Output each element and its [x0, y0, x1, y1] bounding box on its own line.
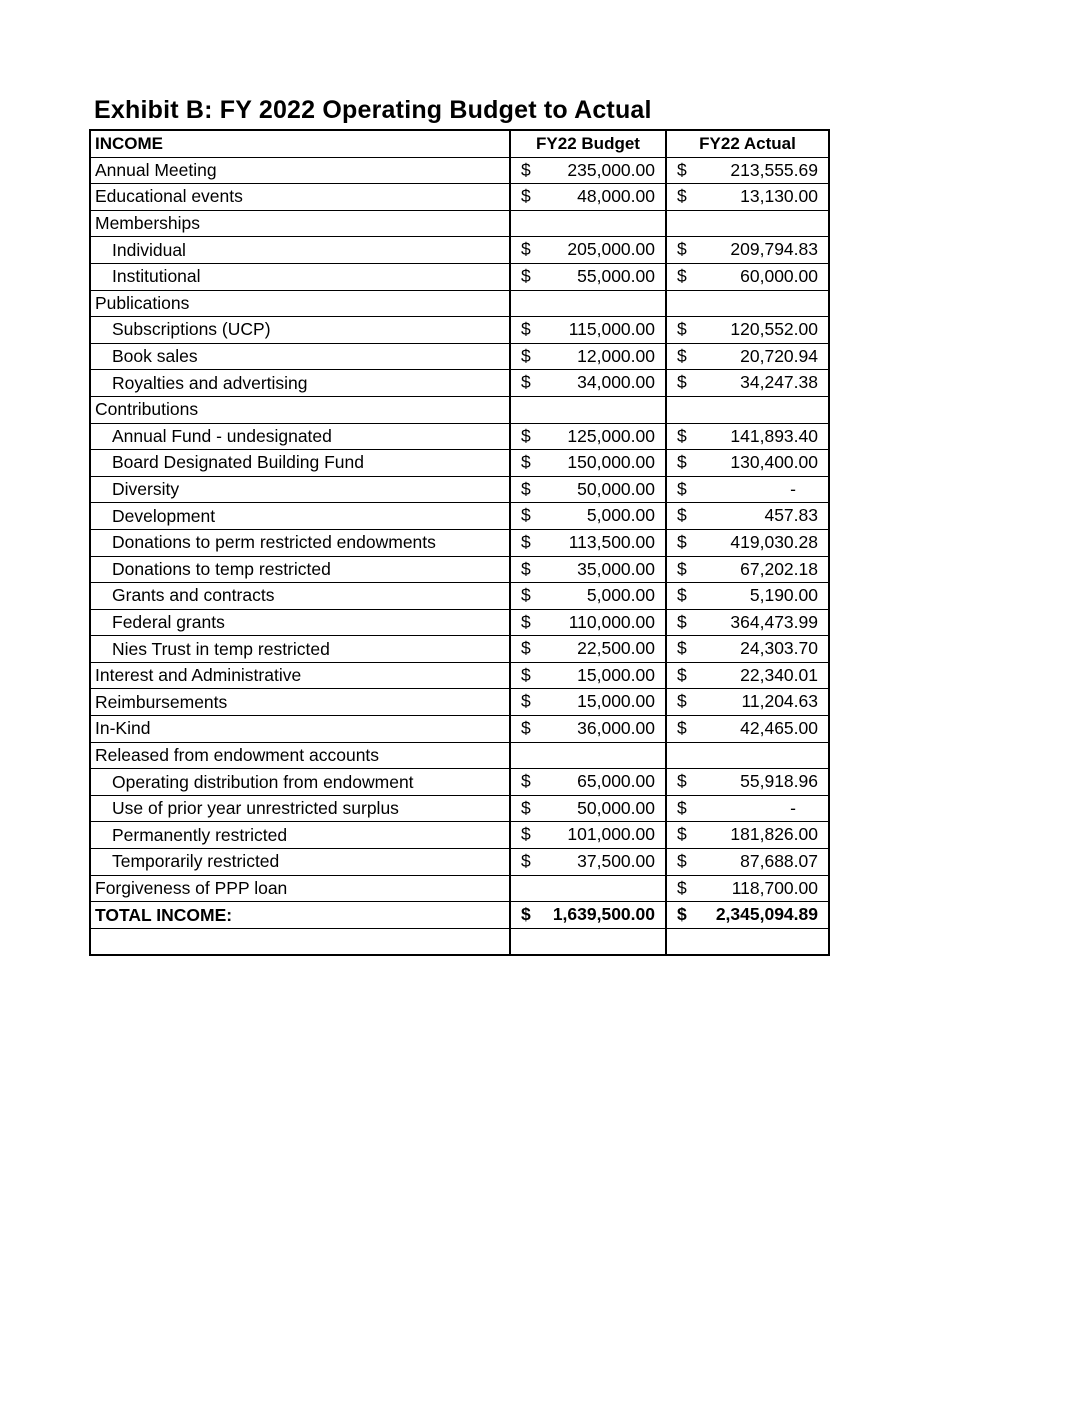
table-row — [90, 503, 829, 530]
amount-value: 235,000.00 — [567, 159, 655, 180]
table-row — [90, 716, 829, 743]
budget-cell — [510, 716, 666, 743]
budget-cell — [510, 742, 666, 769]
budget-cell — [510, 290, 666, 317]
row-label: Book sales — [90, 343, 510, 370]
row-label: Federal grants — [90, 609, 510, 636]
amount-value: 113,500.00 — [568, 531, 655, 552]
amount-value: 22,340.01 — [740, 664, 818, 685]
currency-symbol: $ — [521, 372, 531, 393]
currency-symbol: $ — [521, 771, 531, 792]
budget-cell — [510, 157, 666, 184]
actual-cell — [666, 450, 829, 477]
actual-cell — [666, 769, 829, 796]
total-actual-cell — [666, 902, 829, 929]
table-row — [90, 370, 829, 397]
actual-cell — [666, 503, 829, 530]
currency-symbol: $ — [677, 558, 687, 579]
budget-cell — [510, 263, 666, 290]
table-row — [90, 769, 829, 796]
amount-value: 120,552.00 — [730, 319, 818, 340]
currency-symbol: $ — [677, 319, 687, 340]
amount-value: 34,247.38 — [740, 372, 818, 393]
currency-symbol: $ — [521, 638, 531, 659]
amount-value: 65,000.00 — [577, 771, 655, 792]
amount-value: 213,555.69 — [730, 159, 818, 180]
table-row — [90, 263, 829, 290]
row-label: Operating distribution from endowment — [90, 769, 510, 796]
currency-symbol: $ — [677, 478, 687, 499]
budget-cell — [510, 210, 666, 237]
actual-cell — [666, 795, 829, 822]
currency-symbol: $ — [521, 585, 531, 606]
actual-cell — [666, 370, 829, 397]
row-label: Released from endowment accounts — [90, 742, 510, 769]
actual-cell — [666, 263, 829, 290]
row-label: Annual Fund - undesignated — [90, 423, 510, 450]
currency-symbol: $ — [677, 531, 687, 552]
currency-symbol: $ — [677, 824, 687, 845]
table-row — [90, 476, 829, 503]
row-label: Individual — [90, 237, 510, 264]
currency-symbol: $ — [677, 452, 687, 473]
amount-value: 48,000.00 — [577, 186, 655, 207]
currency-symbol: $ — [521, 718, 531, 739]
currency-symbol: $ — [677, 239, 687, 260]
amount-value: 130,400.00 — [730, 452, 818, 473]
currency-symbol: $ — [521, 265, 531, 286]
currency-symbol: $ — [521, 345, 531, 366]
budget-cell — [510, 875, 666, 902]
budget-cell — [510, 237, 666, 264]
budget-column-header: FY22 Budget — [510, 130, 666, 157]
amount-value: 141,893.40 — [730, 425, 818, 446]
table-row — [90, 157, 829, 184]
currency-symbol: $ — [521, 319, 531, 340]
row-label: Interest and Administrative — [90, 662, 510, 689]
amount-value: 20,720.94 — [740, 345, 818, 366]
row-label: Subscriptions (UCP) — [90, 317, 510, 344]
amount-value: 22,500.00 — [577, 638, 655, 659]
table-row — [90, 450, 829, 477]
budget-cell — [510, 556, 666, 583]
amount-value: 15,000.00 — [577, 664, 655, 685]
table-row — [90, 423, 829, 450]
row-label: Reimbursements — [90, 689, 510, 716]
budget-cell — [510, 476, 666, 503]
row-label: Diversity — [90, 476, 510, 503]
currency-symbol: $ — [521, 478, 531, 499]
amount-value: 35,000.00 — [577, 558, 655, 579]
row-label: Royalties and advertising — [90, 370, 510, 397]
budget-cell — [510, 689, 666, 716]
table-row — [90, 529, 829, 556]
page-title: Exhibit B: FY 2022 Operating Budget to Actual — [94, 96, 652, 124]
currency-symbol: $ — [521, 611, 531, 632]
budget-cell — [510, 370, 666, 397]
amount-value: 37,500.00 — [577, 851, 655, 872]
table-row — [90, 184, 829, 211]
actual-cell — [666, 210, 829, 237]
amount-value: 60,000.00 — [740, 265, 818, 286]
table-row — [90, 662, 829, 689]
actual-cell — [666, 184, 829, 211]
currency-symbol: $ — [677, 877, 687, 898]
amount-value: 42,465.00 — [740, 718, 818, 739]
amount-value: 5,190.00 — [749, 585, 818, 606]
currency-symbol: $ — [677, 265, 687, 286]
currency-symbol: $ — [521, 851, 531, 872]
amount-value: 181,826.00 — [730, 824, 818, 845]
row-label: Forgiveness of PPP loan — [90, 875, 510, 902]
budget-cell — [510, 769, 666, 796]
amount-value: 101,000.00 — [567, 824, 655, 845]
actual-cell — [666, 556, 829, 583]
amount-value: 209,794.83 — [730, 239, 818, 260]
amount-value: 87,688.07 — [740, 851, 818, 872]
actual-cell — [666, 476, 829, 503]
table-row — [90, 290, 829, 317]
currency-symbol: $ — [677, 186, 687, 207]
amount-value: 118,700.00 — [731, 877, 818, 898]
currency-symbol: $ — [677, 425, 687, 446]
actual-cell — [666, 396, 829, 423]
actual-cell — [666, 290, 829, 317]
row-label: Memberships — [90, 210, 510, 237]
currency-symbol: $ — [521, 531, 531, 552]
actual-cell — [666, 689, 829, 716]
currency-symbol: $ — [677, 159, 687, 180]
amount-value: 110,000.00 — [568, 611, 655, 632]
actual-column-header: FY22 Actual — [666, 130, 829, 157]
currency-symbol: $ — [677, 505, 687, 526]
amount-value: 150,000.00 — [567, 452, 655, 473]
currency-symbol: $ — [521, 797, 531, 818]
currency-symbol: $ — [521, 452, 531, 473]
currency-symbol: $ — [677, 797, 687, 818]
amount-value: 125,000.00 — [567, 425, 655, 446]
actual-cell — [666, 583, 829, 610]
row-label: Board Designated Building Fund — [90, 450, 510, 477]
amount-value: 115,000.00 — [568, 319, 655, 340]
amount-value: 50,000.00 — [577, 797, 655, 818]
total-row — [90, 902, 829, 929]
row-label: Permanently restricted — [90, 822, 510, 849]
amount-value: 457.83 — [764, 505, 818, 526]
actual-cell — [666, 822, 829, 849]
budget-cell — [510, 184, 666, 211]
budget-cell — [510, 609, 666, 636]
actual-cell — [666, 662, 829, 689]
actual-cell — [666, 875, 829, 902]
budget-table — [89, 129, 830, 956]
empty-cell — [510, 928, 666, 955]
currency-symbol: $ — [521, 186, 531, 207]
row-label: Publications — [90, 290, 510, 317]
row-label: Temporarily restricted — [90, 849, 510, 876]
row-label: Institutional — [90, 263, 510, 290]
currency-symbol: $ — [677, 372, 687, 393]
income-column-header: INCOME — [90, 130, 510, 157]
budget-cell — [510, 343, 666, 370]
amount-value: 13,130.00 — [740, 186, 818, 207]
row-label: Donations to perm restricted endowments — [90, 529, 510, 556]
currency-symbol: $ — [521, 904, 531, 925]
actual-cell — [666, 157, 829, 184]
actual-cell — [666, 609, 829, 636]
currency-symbol: $ — [677, 691, 687, 712]
currency-symbol: $ — [521, 691, 531, 712]
table-row — [90, 636, 829, 663]
empty-row — [90, 928, 829, 955]
table-row — [90, 689, 829, 716]
actual-cell — [666, 742, 829, 769]
row-label: Grants and contracts — [90, 583, 510, 610]
table-row — [90, 343, 829, 370]
amount-value: 5,000.00 — [586, 585, 655, 606]
budget-cell — [510, 583, 666, 610]
total-label: TOTAL INCOME: — [90, 902, 510, 929]
table-row — [90, 556, 829, 583]
budget-cell — [510, 822, 666, 849]
table-row — [90, 210, 829, 237]
currency-symbol: $ — [677, 851, 687, 872]
actual-cell — [666, 237, 829, 264]
amount-value: 55,918.96 — [740, 771, 818, 792]
currency-symbol: $ — [677, 718, 687, 739]
amount-value: 55,000.00 — [577, 265, 655, 286]
currency-symbol: $ — [677, 664, 687, 685]
amount-value: 205,000.00 — [567, 239, 655, 260]
actual-cell — [666, 343, 829, 370]
table-row — [90, 742, 829, 769]
budget-cell — [510, 317, 666, 344]
budget-cell — [510, 503, 666, 530]
table-row — [90, 317, 829, 344]
amount-value: 419,030.28 — [730, 531, 818, 552]
currency-symbol: $ — [677, 345, 687, 366]
actual-cell — [666, 529, 829, 556]
amount-value: - — [790, 797, 796, 818]
table-row — [90, 609, 829, 636]
currency-symbol: $ — [677, 585, 687, 606]
amount-value: 36,000.00 — [577, 718, 655, 739]
budget-cell — [510, 662, 666, 689]
budget-cell — [510, 849, 666, 876]
amount-value: 67,202.18 — [740, 558, 818, 579]
table-row — [90, 795, 829, 822]
amount-value: 12,000.00 — [577, 345, 655, 366]
budget-cell — [510, 795, 666, 822]
actual-cell — [666, 423, 829, 450]
row-label: Donations to temp restricted — [90, 556, 510, 583]
table-row — [90, 849, 829, 876]
amount-value: 5,000.00 — [586, 505, 655, 526]
currency-symbol: $ — [521, 664, 531, 685]
actual-cell — [666, 849, 829, 876]
currency-symbol: $ — [677, 771, 687, 792]
budget-cell — [510, 636, 666, 663]
actual-cell — [666, 716, 829, 743]
amount-value: 364,473.99 — [730, 611, 818, 632]
currency-symbol: $ — [521, 239, 531, 260]
currency-symbol: $ — [677, 904, 687, 925]
currency-symbol: $ — [521, 558, 531, 579]
row-label: Educational events — [90, 184, 510, 211]
table-row — [90, 237, 829, 264]
amount-value: 50,000.00 — [577, 478, 655, 499]
budget-cell — [510, 450, 666, 477]
amount-value: 24,303.70 — [740, 638, 818, 659]
empty-cell — [90, 928, 510, 955]
table-row — [90, 822, 829, 849]
currency-symbol: $ — [677, 638, 687, 659]
actual-cell — [666, 317, 829, 344]
table-header-row — [90, 130, 829, 157]
amount-value: 1,639,500.00 — [552, 904, 655, 925]
table-row — [90, 583, 829, 610]
row-label: Contributions — [90, 396, 510, 423]
amount-value: 34,000.00 — [577, 372, 655, 393]
amount-value: - — [790, 478, 796, 499]
row-label: Nies Trust in temp restricted — [90, 636, 510, 663]
budget-cell — [510, 529, 666, 556]
actual-cell — [666, 636, 829, 663]
amount-value: 15,000.00 — [577, 691, 655, 712]
currency-symbol: $ — [521, 505, 531, 526]
row-label: Use of prior year unrestricted surplus — [90, 795, 510, 822]
currency-symbol: $ — [521, 425, 531, 446]
table-row — [90, 875, 829, 902]
row-label: In-Kind — [90, 716, 510, 743]
budget-cell — [510, 396, 666, 423]
row-label: Development — [90, 503, 510, 530]
amount-value: 11,204.63 — [741, 691, 818, 712]
currency-symbol: $ — [521, 159, 531, 180]
total-budget-cell — [510, 902, 666, 929]
budget-cell — [510, 423, 666, 450]
currency-symbol: $ — [677, 611, 687, 632]
row-label: Annual Meeting — [90, 157, 510, 184]
amount-value: 2,345,094.89 — [715, 904, 818, 925]
currency-symbol: $ — [521, 824, 531, 845]
empty-cell — [666, 928, 829, 955]
table-row — [90, 396, 829, 423]
